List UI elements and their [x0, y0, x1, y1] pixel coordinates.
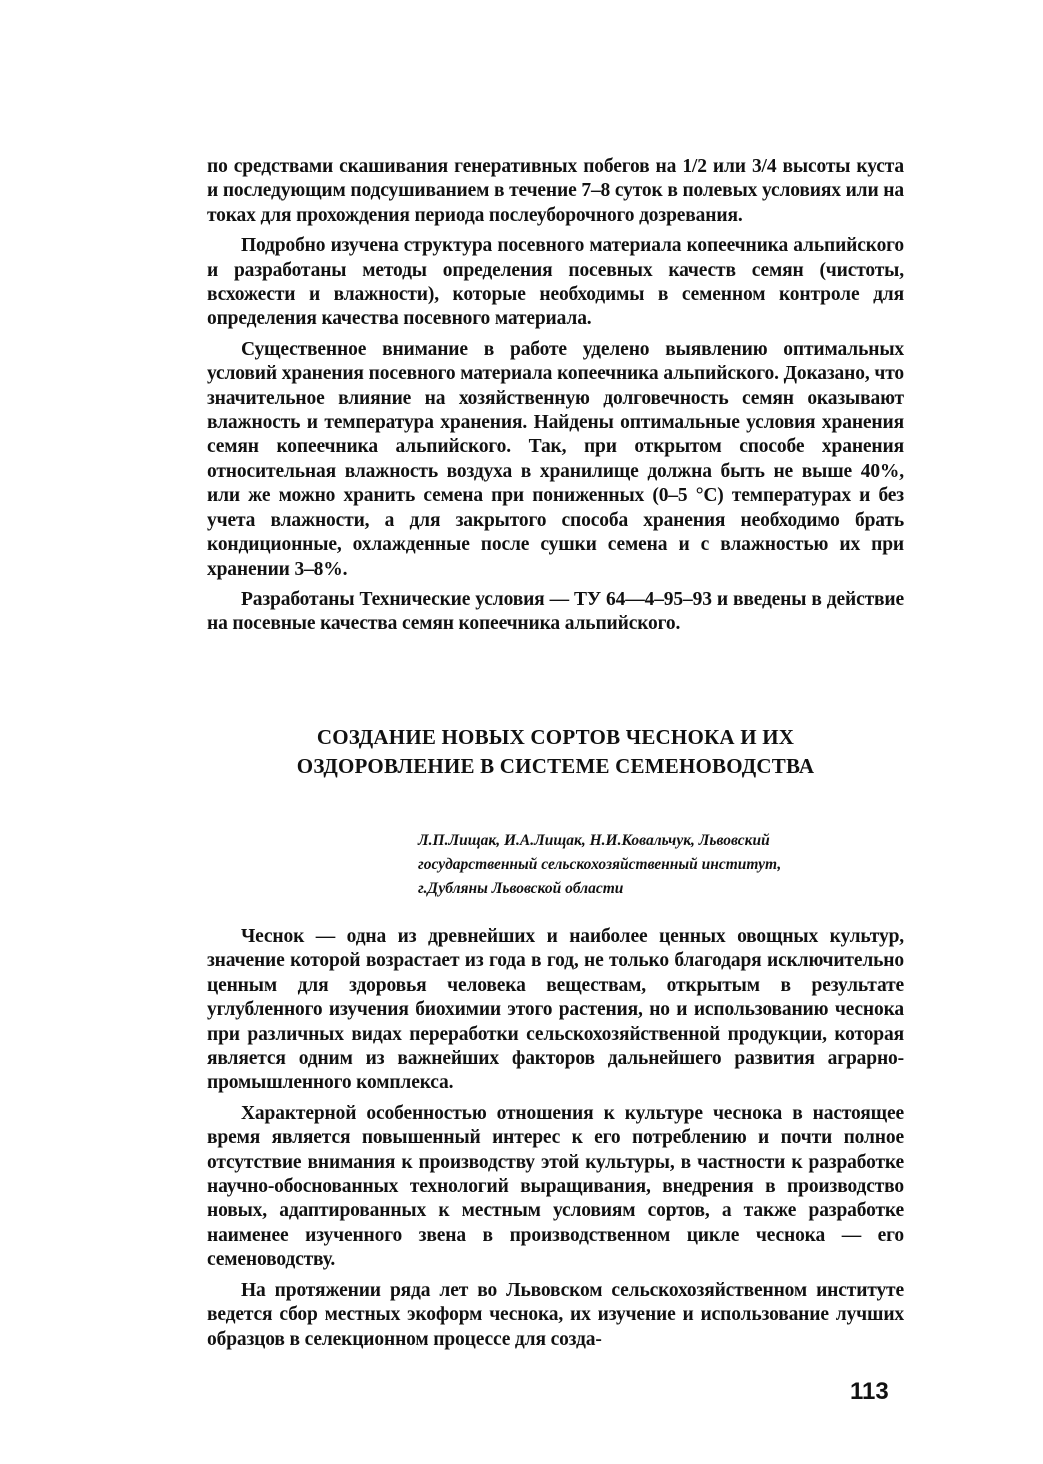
paragraph: Характерной особенностью отношения к культуре чеснока в настоящее время является повышенный интерес к его потреблению и почти полное отсутствие внимания к производству этой культуры, в частности к разработке научно-обоснованных технологий выращивания, внедрения в производство новых, адаптированных к местным условиям сортов, а также разработке наименее изученного звена в производственном цикле чеснока — его семеноводству. [207, 1102, 904, 1271]
paragraph: Существенное внимание в работе уделено выявлению оптимальных условий хранения посевного материала копеечника альпийского. Доказано, что значительное влияние на хозяйственную долговечность семян оказывают влажность и температура хранения. Найдены оптимальные условия хранения семян копеечника альпийского. Так, при открытом способе хранения относительная влажность воздуха в хранилище должна быть не выше 40%, или же можно хранить семена при пониженных (0–5 °С) температурах и без учета влажности, а для закрытого способа хранения необходимо брать кондиционные, охлажденные после сушки семена и с влажностью их при хранении 3–8%. [207, 338, 904, 580]
paragraph: На протяжении ряда лет во Львовском сельскохозяйственном институте ведется сбор местных экоформ чеснока, их изучение и использование лучших образцов в селекционном процессе для созда- [207, 1279, 904, 1350]
previous-article-ending [207, 155, 904, 637]
paragraph: Разработаны Технические условия — ТУ 64—4–95–93 и введены в действие на посевные качества семян копеечника альпийского. [207, 588, 904, 635]
article-title [207, 723, 904, 781]
authors-line: г.Дубляны Львовской области [418, 880, 624, 897]
paragraph: Подробно изучена структура посевного материала копеечника альпийского и разработаны методы определения посевных качеств семян (чистоты, всхожести и влажности), которые необходимы в семенном контроле для определения качества посевного материала. [207, 235, 904, 330]
article-title-line: СОЗДАНИЕ НОВЫХ СОРТОВ ЧЕСНОКА И ИХ [316, 725, 795, 749]
page-number: 113 [850, 1378, 889, 1405]
paragraph: по средствами скашивания генеративных побегов на 1/2 или 3/4 высоты куста и последующим подсушиванием в течение 7–8 суток в полевых условиях или на токах для прохождения периода послеуборочного дозревания. [207, 156, 904, 226]
article-body [207, 925, 904, 1352]
authors-line: государственный сельскохозяйственный институт, [418, 856, 782, 873]
article-title-line: ОЗДОРОВЛЕНИЕ В СИСТЕМЕ СЕМЕНОВОДСТВА [296, 754, 815, 778]
article-authors [418, 829, 898, 901]
paragraph: Чеснок — одна из древнейших и наиболее ценных овощных культур, значение которой возрастает из года в год, не только благодаря исключительно ценным для здоровья человека веществам, открытым в результате углубленного изучения биохимии этого растения, но и использованию чеснока при различных видах переработки сельскохозяйственной продукции, которая является одним из важнейших факторов дальнейшего развития аграрно-промышленного комплекса. [207, 926, 904, 1094]
authors-line: Л.П.Лищак, И.А.Лищак, Н.И.Ковальчук, Львовский [418, 832, 770, 849]
